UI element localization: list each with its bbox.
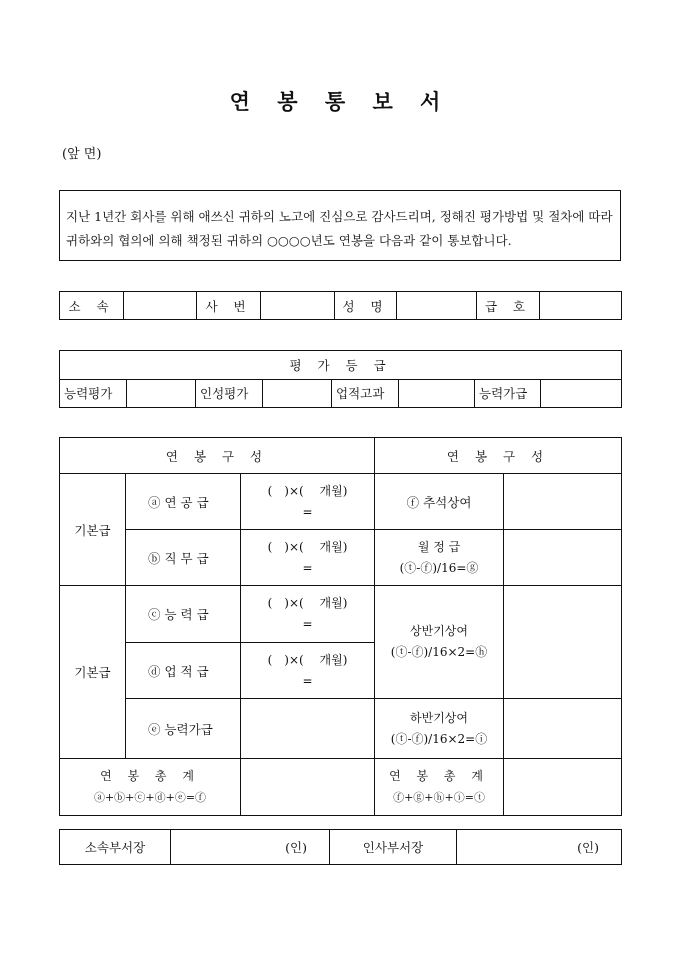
hr-head-seal[interactable]: (인) (457, 830, 622, 865)
item-d-formula[interactable] (241, 643, 375, 699)
dept-head-label: 소속부서장 (60, 830, 171, 865)
item-e-field[interactable] (241, 699, 375, 759)
item-b-formula[interactable] (241, 530, 375, 586)
item-c-label: ⓒ 능 력 급 (126, 586, 241, 643)
salary-left-heading: 연 봉 구 성 (60, 438, 375, 474)
evaluation-grade-table (59, 350, 622, 408)
chuseok-bonus-field[interactable] (504, 474, 622, 530)
left-total-formula: ⓐ+ⓑ+ⓒ+ⓓ+ⓔ=ⓕ (93, 791, 207, 804)
first-half-bonus-formula: (ⓣ-ⓕ)/16×2=ⓗ (390, 645, 488, 659)
employee-no-field[interactable] (261, 292, 335, 320)
salary-right-heading: 연 봉 구 성 (375, 438, 622, 474)
item-c-formula[interactable] (241, 586, 375, 643)
item-c-formula-eq: = (302, 617, 313, 631)
character-eval-field[interactable] (263, 379, 332, 408)
item-b-formula-top: ( )×( 개월) (267, 539, 348, 554)
ability-eval-field[interactable] (127, 379, 196, 408)
employee-no-label: 사 번 (197, 292, 261, 320)
signature-table (59, 829, 622, 865)
character-eval-label: 인성평가 (196, 379, 263, 408)
first-half-bonus-cell (375, 586, 504, 699)
item-b-formula-eq: = (302, 560, 313, 575)
item-d-formula-top: ( )×( 개월) (267, 652, 348, 667)
item-e-label: ⓔ 능력가급 (126, 699, 241, 759)
monthly-pay-field[interactable] (504, 530, 622, 586)
item-b-label: ⓑ 직 무 급 (126, 530, 241, 586)
document-title: 연 봉 통 보 서 (229, 89, 451, 114)
page-side-label: (앞 면) (62, 147, 102, 162)
base-pay-label-1: 기본급 (60, 474, 126, 586)
monthly-pay-formula: (ⓣ-ⓕ)/16=ⓖ (399, 560, 479, 575)
right-total-formula: ⓕ+ⓖ+ⓗ+ⓘ=ⓣ (393, 791, 485, 804)
salary-composition-table (59, 437, 622, 816)
second-half-bonus-field[interactable] (504, 699, 622, 759)
second-half-bonus-label: 하반기상여 (410, 710, 468, 725)
employee-info-table (59, 291, 622, 320)
left-total-field[interactable] (241, 759, 375, 816)
right-total-field[interactable] (504, 759, 622, 816)
left-total-label: 연 봉 총 계 (100, 769, 200, 783)
second-half-bonus-formula: (ⓣ-ⓕ)/16×2=ⓘ (390, 731, 488, 746)
chuseok-bonus-label: ⓕ 추석상여 (375, 474, 504, 530)
item-a-label: ⓐ 연 공 급 (126, 474, 241, 530)
performance-eval-field[interactable] (399, 379, 475, 408)
item-d-label: ⓓ 업 적 급 (126, 643, 241, 699)
second-half-bonus-cell (375, 699, 504, 759)
performance-eval-label: 업적고과 (332, 379, 399, 408)
grade-field[interactable] (540, 292, 622, 320)
name-field[interactable] (397, 292, 477, 320)
ability-eval-label: 능력평가 (60, 379, 127, 408)
affiliation-label: 소 속 (60, 292, 124, 320)
base-pay-label-2: 기본급 (60, 586, 126, 759)
ability-bonus-label: 능력가급 (475, 379, 541, 408)
right-total-label: 연 봉 총 계 (389, 769, 489, 783)
hr-head-label: 인사부서장 (330, 830, 457, 865)
item-a-formula[interactable] (241, 474, 375, 530)
first-half-bonus-field[interactable] (504, 586, 622, 699)
grade-label: 급 호 (477, 292, 540, 320)
monthly-pay-cell (375, 530, 504, 586)
name-label: 성 명 (335, 292, 397, 320)
item-d-formula-eq: = (302, 673, 313, 688)
left-total-cell (60, 759, 241, 816)
dept-head-seal[interactable]: (인) (171, 830, 330, 865)
monthly-pay-label: 월 정 급 (417, 539, 461, 554)
affiliation-field[interactable] (124, 292, 197, 320)
notice-text: 지난 1년간 회사를 위해 애쓰신 귀하의 노고에 진심으로 감사드리며, 정해진 평가방법 및 절차에 따라 귀하와의 협의에 의해 책정된 귀하의 ○○○○년도 연봉을 다음과 같이 통보합니다. (66, 209, 613, 248)
right-total-cell (375, 759, 504, 816)
evaluation-heading: 평 가 등 급 (60, 351, 622, 380)
item-a-formula-eq: = (302, 504, 313, 519)
ability-bonus-field[interactable] (541, 379, 622, 408)
first-half-bonus-label: 상반기상여 (410, 624, 468, 638)
item-a-formula-top: ( )×( 개월) (267, 483, 348, 498)
notice-box (59, 190, 621, 261)
item-c-formula-top: ( )×( 개월) (267, 596, 348, 610)
